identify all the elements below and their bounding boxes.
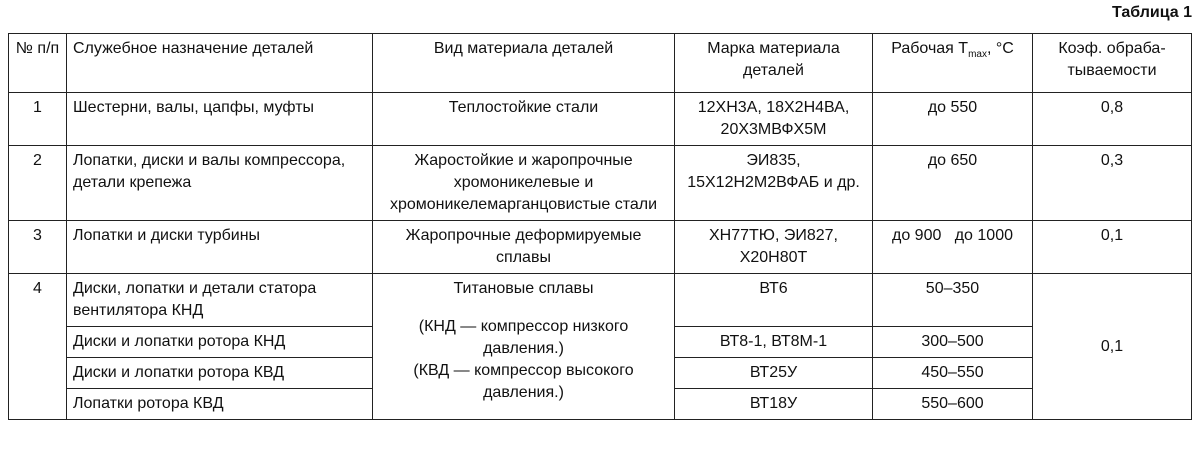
header-row: [9, 34, 1192, 93]
row-temp: до 650: [873, 146, 1033, 221]
row-material: Жаростойкие и жаропрочные хромоникелевые и хромоникелемарганцовистые стали: [373, 146, 675, 221]
row-num: 2: [9, 146, 67, 221]
row-num: 4: [9, 274, 67, 420]
row-grade: ЭИ835, 15Х12Н2М2ВФАБ и др.: [675, 146, 873, 221]
table-caption: Таблица 1: [1111, 4, 1192, 21]
header-purpose: Служебное назначение деталей: [67, 34, 373, 93]
table-row: [9, 146, 1192, 221]
row-grade: ВТ18У: [675, 389, 873, 420]
header-temp: [873, 34, 1033, 93]
row-purpose: Лопатки ротора КВД: [67, 389, 373, 420]
row-temp: 300–500: [873, 327, 1033, 358]
row-purpose: Шестерни, валы, цапфы, муфты: [67, 93, 373, 146]
row-purpose: Лопатки, диски и валы компрессора, детали крепежа: [67, 146, 373, 221]
row-num: 3: [9, 221, 67, 274]
table-row: [9, 274, 1192, 327]
header-temp-sub: max: [968, 49, 987, 61]
header-num: № п/п: [9, 34, 67, 93]
row-num: 1: [9, 93, 67, 146]
row-temp: до 550: [873, 93, 1033, 146]
row-coef: 0,1: [1033, 274, 1192, 420]
table-row: [9, 221, 1192, 274]
header-temp-suffix: , °С: [986, 40, 1014, 57]
row-purpose: Диски, лопатки и детали статора вентилятора КНД: [67, 274, 373, 327]
row-temp: 550–600: [873, 389, 1033, 420]
row-material: Теплостойкие стали: [373, 93, 675, 146]
row-temp: 50–350: [873, 274, 1033, 327]
row-material: [373, 274, 675, 420]
row-grade: ВТ6: [675, 274, 873, 327]
row-grade: ХН77ТЮ, ЭИ827, Х20Н80Т: [675, 221, 873, 274]
header-coef: Коэф. обраба-тываемости: [1033, 34, 1192, 93]
row-purpose: Лопатки и диски турбины: [67, 221, 373, 274]
row-purpose: Диски и лопатки ротора КНД: [67, 327, 373, 358]
row-grade: ВТ8-1, ВТ8М-1: [675, 327, 873, 358]
header-grade: Марка материала деталей: [675, 34, 873, 93]
row-coef: 0,8: [1033, 93, 1192, 146]
materials-table: [8, 33, 1192, 420]
row-temp: 450–550: [873, 358, 1033, 389]
row-temp: до 900 до 1000: [873, 221, 1033, 274]
table-row: [9, 93, 1192, 146]
material-note-kvd: (КВД — компрессор высокого давления.): [413, 362, 634, 401]
row-grade: ВТ25У: [675, 358, 873, 389]
row-coef: 0,1: [1033, 221, 1192, 274]
row-purpose: Диски и лопатки ротора КВД: [67, 358, 373, 389]
header-temp-prefix: Рабочая T: [891, 40, 969, 57]
header-material-type: Вид материала деталей: [373, 34, 675, 93]
row-material: Жаропрочные деформируемые сплавы: [373, 221, 675, 274]
material-note-knd: (КНД — компрессор низкого давления.): [418, 318, 629, 357]
material-title: Титановые сплавы: [453, 280, 594, 297]
row-grade: 12ХН3А, 18Х2Н4ВА, 20Х3МВФХ5М: [675, 93, 873, 146]
row-coef: 0,3: [1033, 146, 1192, 221]
